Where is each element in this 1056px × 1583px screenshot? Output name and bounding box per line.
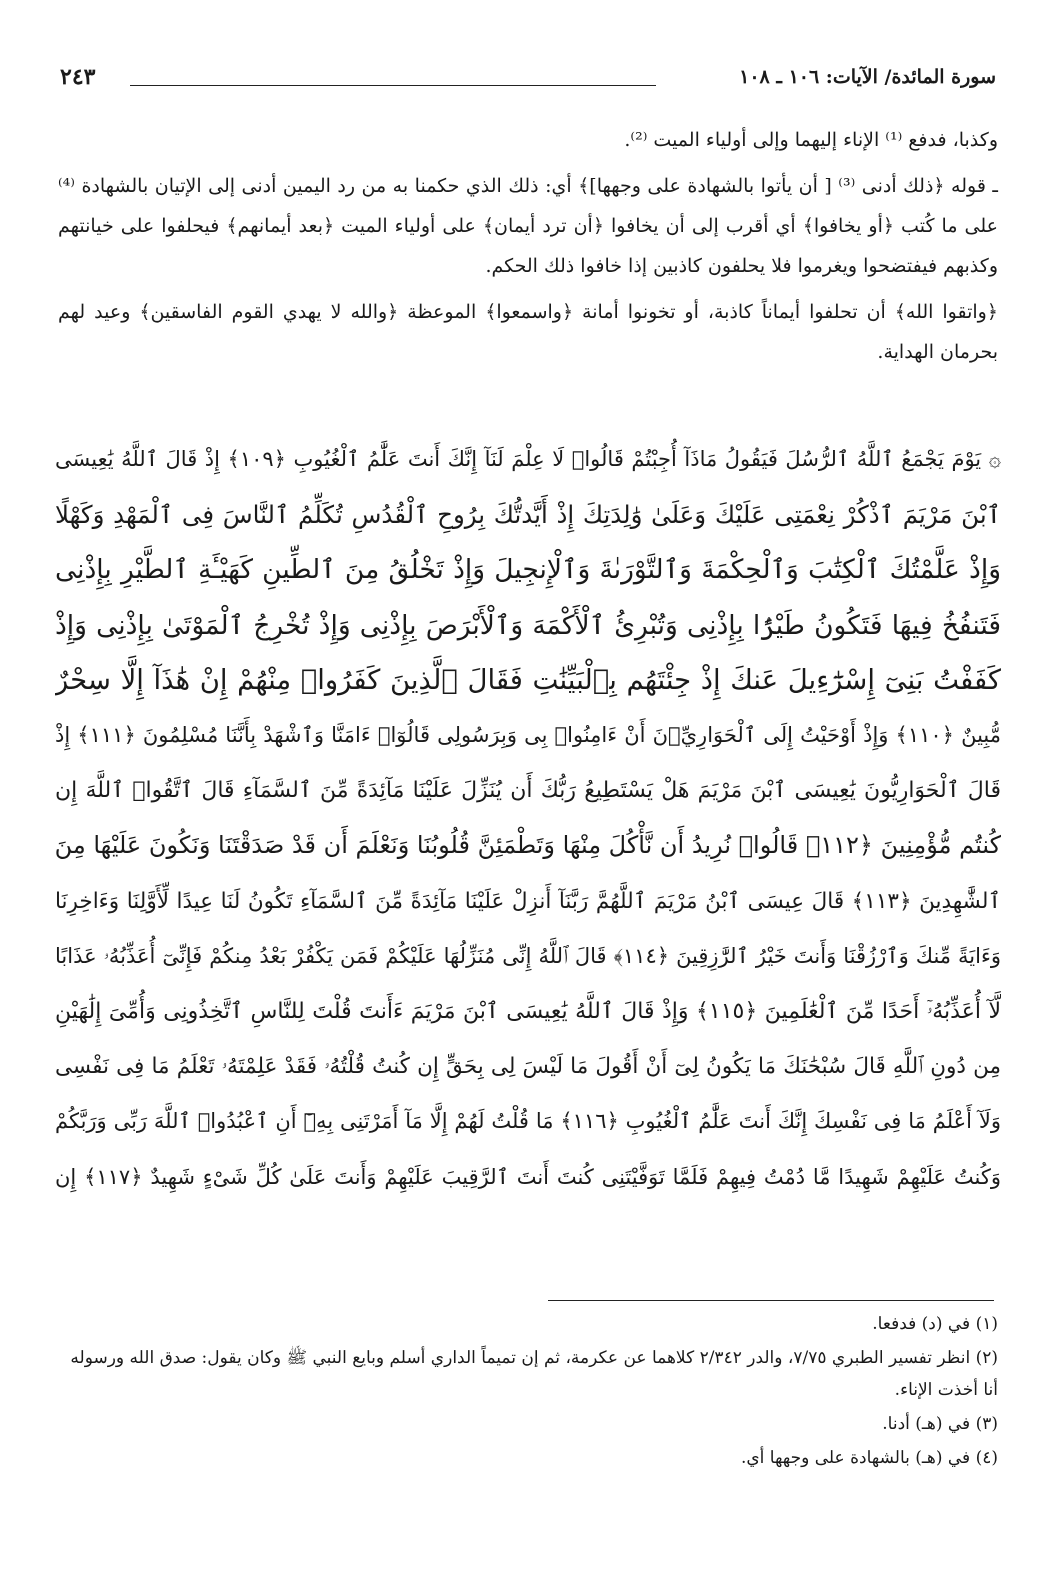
- commentary-text: [58, 120, 998, 378]
- quran-line: لَّآ أُعَذِّبُهُۥٓ أَحَدًا مِّنَ ٱلْعَٰلَمِينَ ﴿١١٥﴾ وَإِذْ قَالَ ٱللَّهُ يَٰعِيسَى ٱبْنَ مَرْيَمَ ءَأَنتَ قُلْتَ لِلنَّاسِ ٱتَّخِذُونِى وَأُمِّىَ إِلَٰهَيْنِ: [55, 999, 1001, 1025]
- footnote-separator: [548, 1300, 994, 1301]
- page-number: ٢٤٣: [60, 64, 96, 90]
- quran-line: وَلَآ أَعْلَمُ مَا فِى نَفْسِكَ إِنَّكَ أَنتَ عَلَّٰمُ ٱلْغُيُوبِ ﴿١١٦﴾ مَا قُلْتُ لَهُمْ إِلَّا مَآ أَمَرْتَنِى بِهِۦٓ أَنِ ٱعْبُدُوا۟ ٱللَّهَ رَبِّى وَرَبَّكُمْ: [55, 1109, 1001, 1134]
- quran-line: مُّبِينٌ ﴿١١٠﴾ وَإِذْ أَوْحَيْتُ إِلَى ٱلْحَوَارِيِّۦنَ أَنْ ءَامِنُوا۟ بِى وَبِرَسُولِى قَالُوٓا۟ ءَامَنَّا وَٱشْهَدْ بِأَنَّنَا مُسْلِمُونَ ﴿١١١﴾ إِذْ: [55, 723, 1001, 748]
- commentary-paragraph-3: ﴿واتقوا الله﴾ أن تحلفوا أيماناً كاذبة، أو تخونوا أمانة ﴿واسمعوا﴾ الموعظة ﴿والله لا يهدي القوم الفاسقين﴾ وعيد لهم بحرمان الهداية.: [58, 301, 998, 363]
- quran-line: ٱلشَّٰهِدِينَ ﴿١١٣﴾ قَالَ عِيسَى ٱبْنُ مَرْيَمَ ٱللَّهُمَّ رَبَّنَآ أَنزِلْ عَلَيْنَا مَآئِدَةً مِّنَ ٱلسَّمَآءِ تَكُونُ لَنَا عِيدًا لِّأَوَّلِنَا وَءَاخِرِنَا: [55, 888, 1001, 914]
- quran-line: وَءَايَةً مِّنكَ وَٱرْزُقْنَا وَأَنتَ خَيْرُ ٱلرَّٰزِقِينَ ﴿١١٤﴾ قَالَ ٱللَّهُ إِنِّى مُنَزِّلُهَا عَلَيْكُمْ فَمَن يَكْفُرْ بَعْدُ مِنكُمْ فَإِنِّىٓ أُعَذِّبُهُۥ عَذَابًا: [55, 943, 1001, 968]
- commentary-paragraph-2: ـ قوله ﴿ذلك أدنى ⁽³⁾ [ أن يأتوا بالشهادة على وجهها]﴾ أي: ذلك الذي حكمنا به من رد اليمين أدنى إلى الإتيان بالشهادة ⁽⁴⁾ على ما كُتب ﴿أو يخافوا﴾ أي أقرب إلى أن يخافوا ﴿أن ترد أيمان﴾ على أولياء الميت ﴿بعد أيمانهم﴾ فيحلفوا على خيانتهم وكذبهم فيفتضحوا ويغرموا فلا يحلفون كاذبين إذا خافوا ذلك الحكم.: [58, 175, 998, 277]
- running-header: [60, 58, 996, 98]
- quran-line: قَالَ ٱلْحَوَارِيُّونَ يَٰعِيسَى ٱبْنَ مَرْيَمَ هَلْ يَسْتَطِيعُ رَبُّكَ أَن يُنَزِّلَ عَلَيْنَا مَآئِدَةً مِّنَ ٱلسَّمَآءِ قَالَ ٱتَّقُوا۟ ٱللَّهَ إِن: [55, 778, 1001, 804]
- commentary-paragraph-1: وكذبا، فدفع ⁽¹⁾ الإناء إليهما وإلى أولياء الميت ⁽²⁾.: [624, 129, 998, 151]
- footnote-4: (٤) في (هـ) بالشهادة على وجهها أي.: [740, 1448, 998, 1468]
- footnotes: [58, 1308, 998, 1476]
- quran-line: فَتَنفُخُ فِيهَا فَتَكُونُ طَيْرًۢا بِإِذْنِى وَتُبْرِئُ ٱلْأَكْمَهَ وَٱلْأَبْرَصَ بِإِذْنِى وَإِذْ تُخْرِجُ ٱلْمَوْتَىٰ بِإِذْنِى وَإِذْ: [55, 609, 1001, 641]
- quran-line: وَإِذْ عَلَّمْتُكَ ٱلْكِتَٰبَ وَٱلْحِكْمَةَ وَٱلتَّوْرَىٰةَ وَٱلْإِنجِيلَ وَإِذْ تَخْلُقُ مِنَ ٱلطِّينِ كَهَيْـَٔةِ ٱلطَّيْرِ بِإِذْنِى: [55, 554, 1001, 586]
- quran-text-block: [55, 432, 1001, 1205]
- quran-line: ۞ يَوْمَ يَجْمَعُ ٱللَّهُ ٱلرُّسُلَ فَيَقُولُ مَاذَآ أُجِبْتُمْ قَالُوا۟ لَا عِلْمَ لَنَآ إِنَّكَ أَنتَ عَلَّٰمُ ٱلْغُيُوبِ ﴿١٠٩﴾ إِذْ قَالَ ٱللَّهُ يَٰعِيسَى: [55, 447, 1001, 471]
- footnote-1: (١) في (د) فدفعا.: [872, 1314, 998, 1334]
- quran-line: كُنتُم مُّؤْمِنِينَ ﴿١١٢﴾ قَالُوا۟ نُرِيدُ أَن نَّأْكُلَ مِنْهَا وَتَطْمَئِنَّ قُلُوبُنَا وَنَعْلَمَ أَن قَدْ صَدَقْتَنَا وَنَكُونَ عَلَيْهَا مِنَ: [55, 831, 1001, 860]
- header-title: سورة المائدة/ الآيات: ١٠٦ ـ ١٠٨: [739, 66, 996, 88]
- quran-line: مِن دُونِ ٱللَّهِ قَالَ سُبْحَٰنَكَ مَا يَكُونُ لِىٓ أَنْ أَقُولَ مَا لَيْسَ لِى بِحَقٍّ إِن كُنتُ قُلْتُهُۥ فَقَدْ عَلِمْتَهُۥ تَعْلَمُ مَا فِى نَفْسِى: [55, 1054, 1001, 1080]
- quran-line: ٱبْنَ مَرْيَمَ ٱذْكُرْ نِعْمَتِى عَلَيْكَ وَعَلَىٰ وَٰلِدَتِكَ إِذْ أَيَّدتُّكَ بِرُوحِ ٱلْقُدُسِ تُكَلِّمُ ٱلنَّاسَ فِى ٱلْمَهْدِ وَكَهْلًا: [55, 500, 1001, 530]
- quran-line: وَكُنتُ عَلَيْهِمْ شَهِيدًا مَّا دُمْتُ فِيهِمْ فَلَمَّا تَوَفَّيْتَنِى كُنتَ أَنتَ ٱلرَّقِيبَ عَلَيْهِمْ وَأَنتَ عَلَىٰ كُلِّ شَىْءٍ شَهِيدٌ ﴿١١٧﴾ إِن: [55, 1164, 1001, 1189]
- header-rule: [130, 85, 656, 86]
- footnote-3: (٣) في (هـ) أدنا.: [882, 1414, 998, 1434]
- quran-line: كَفَفْتُ بَنِىٓ إِسْرَٰٓءِيلَ عَنكَ إِذْ جِئْتَهُم بِٱلْبَيِّنَٰتِ فَقَالَ ٱلَّذِينَ كَفَرُوا۟ مِنْهُمْ إِنْ هَٰذَآ إِلَّا سِحْرٌ: [55, 663, 1001, 696]
- footnote-2: (٢) انظر تفسير الطبري ٧/٧٥، والدر ٢/٣٤٢ كلاهما عن عكرمة، ثم إن تميماً الداري أسلم وبايع النبي ﷺ وكان يقول: صدق الله ورسوله أنا أخذت الإناء.: [70, 1348, 998, 1400]
